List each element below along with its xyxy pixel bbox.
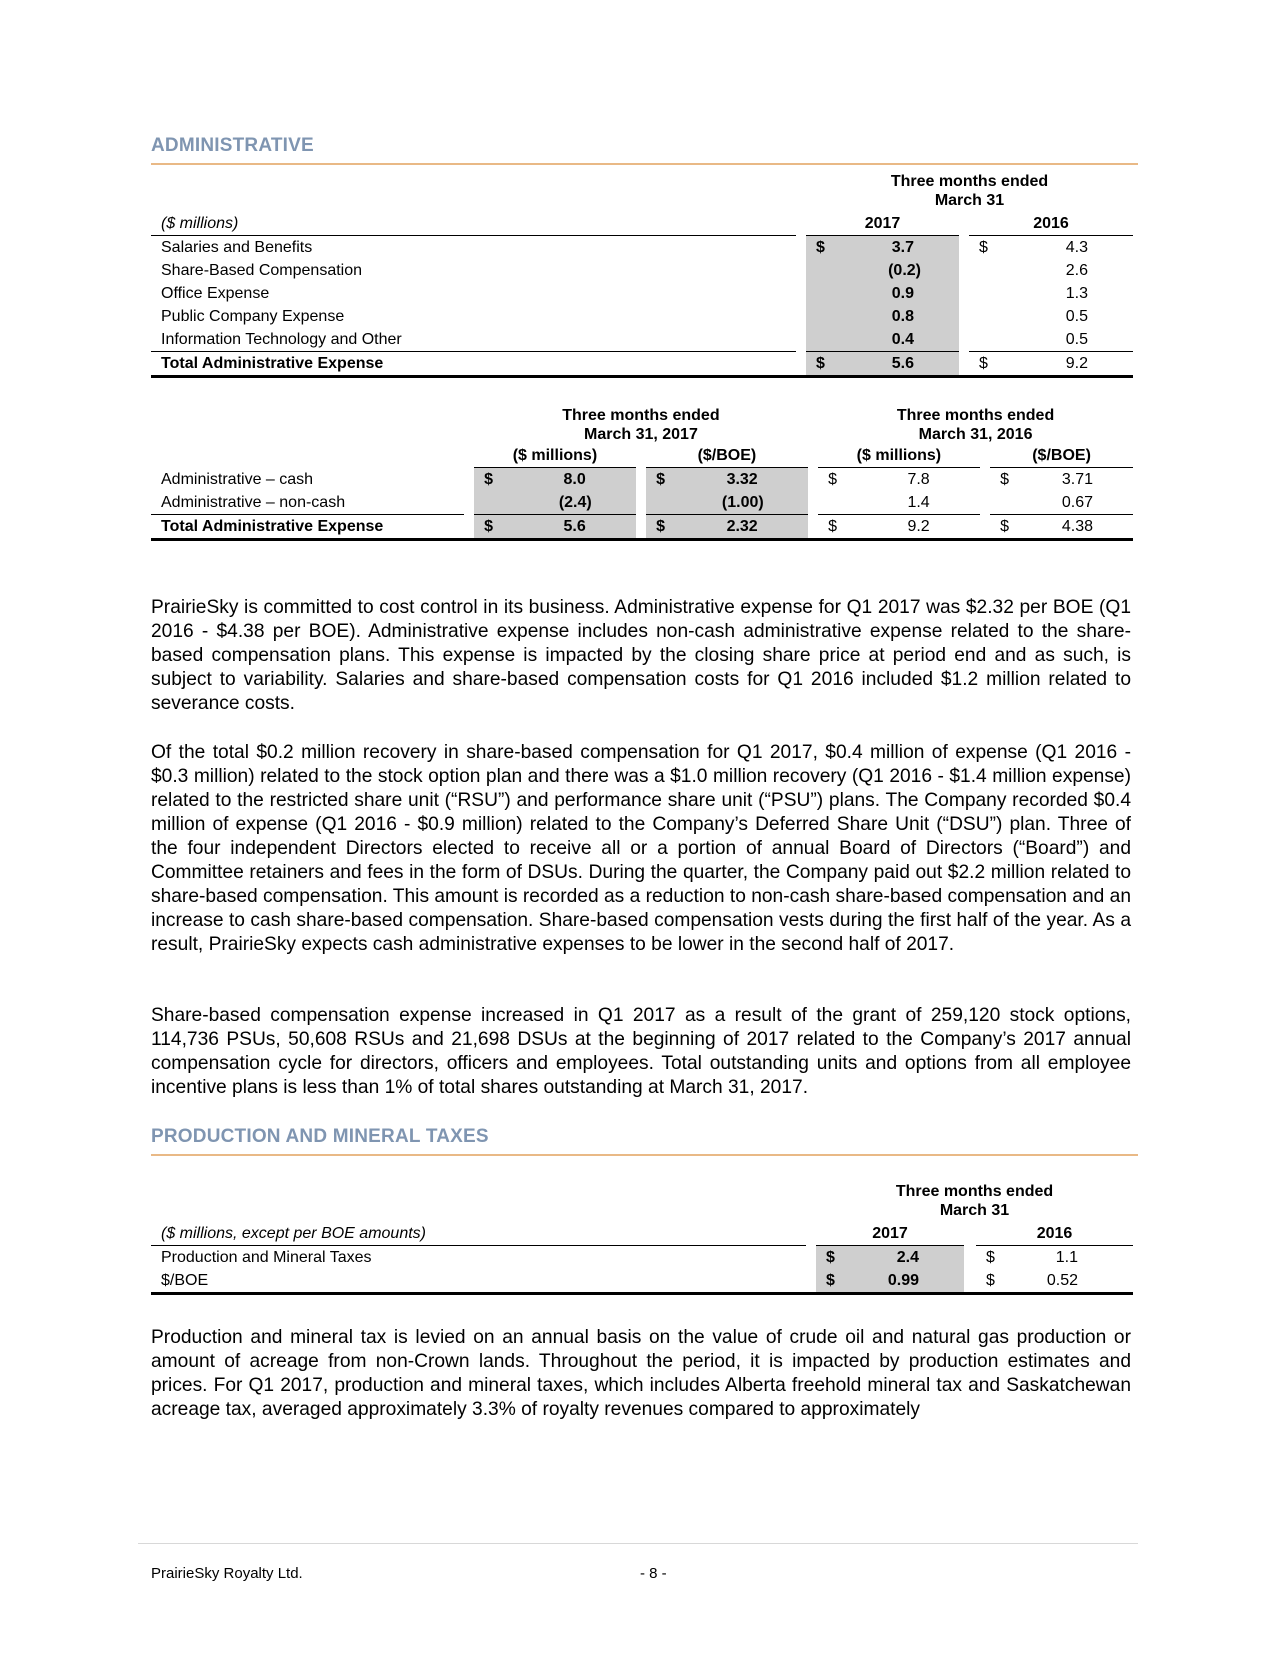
section-title-administrative: ADMINISTRATIVE xyxy=(151,135,1138,165)
total-row: Total Administrative Expense $ 5.6 $ 2.32 $ 9.2 $ 4.38 xyxy=(151,515,1133,540)
column-header-2016: 2016 xyxy=(969,212,1133,236)
administrative-expense-table xyxy=(151,172,1133,378)
page-number: - 8 - xyxy=(640,1565,667,1582)
table-row: Share-Based Compensation (0.2) 2.6 xyxy=(151,259,1133,282)
table-row: Production and Mineral Taxes $ 2.4 $ 1.1 xyxy=(151,1246,1133,1270)
column-header-2016: 2016 xyxy=(976,1222,1133,1246)
period-header-line1: Three months ended xyxy=(890,173,1049,190)
period-2017-header-line2: March 31, 2017 xyxy=(584,426,698,443)
period-header-line2: March 31 xyxy=(939,1202,1010,1219)
paragraph: PrairieSky is committed to cost control in its business. Administrative expense for Q1 2017 was $2.32 per BOE (Q1 2016 - $4.38 per BOE). Administrative expense includes non-cash administrative expense related to the share-based compensation plans. This expense is impacted by the closing share price at period end and as such, is subject to variability. Salaries and share-based compensation costs for Q1 2016 included $1.2 million related to severance costs. xyxy=(151,597,1131,714)
table-row: Information Technology and Other 0.4 0.5 xyxy=(151,328,1133,352)
table-row: Office Expense 0.9 1.3 xyxy=(151,282,1133,305)
paragraph: Production and mineral tax is levied on an annual basis on the value of crude oil and natural gas production or amount of acreage from non-Crown lands. Throughout the period, it is impacted by production estimates and prices. For Q1 2017, production and mineral taxes, which includes Alberta freehold mineral tax and Saskatchewan acreage tax, averaged approximately 3.3% of royalty revenues compared to approximately xyxy=(151,1327,1131,1420)
column-header-millions-2017: ($ millions) xyxy=(474,444,636,468)
table-row: $/BOE $ 0.99 $ 0.52 xyxy=(151,1269,1133,1294)
paragraph: Of the total $0.2 million recovery in share-based compensation for Q1 2017, $0.4 million of expense (Q1 2016 - $0.3 million) related to the stock option plan and there was a $1.0 million recovery (Q1 2016 - $1.4 million expense) related to the restricted share unit (“RSU”) and performance share unit (“PSU”) plans. The Company recorded $0.4 million of expense (Q1 2016 - $0.9 million) related to the Company’s Deferred Share Unit (“DSU”) plan. Three of the four independent Directors elected to receive all or a portion of annual Board of Directors (“Board”) and Committee retainers and fees in the form of DSUs. During the quarter, the Company paid out $2.2 million related to share-based compensation. This amount is recorded as a reduction to non-cash share-based compensation and an increase to cash share-based compensation. Share-based compensation vests during the first half of the year. As a result, PrairieSky expects cash administrative expenses to be lower in the second half of 2017. xyxy=(151,742,1131,955)
table-row: Salaries and Benefits $ 3.7 $ 4.3 xyxy=(151,236,1133,260)
column-header-boe-2017: ($/BOE) xyxy=(646,444,808,468)
table-row: Administrative – cash $ 8.0 $ 3.32 $ 7.8 $ 3.71 xyxy=(151,468,1133,492)
total-row: Total Administrative Expense $ 5.6 $ 9.2 xyxy=(151,352,1133,377)
column-header-2017: 2017 xyxy=(816,1222,964,1246)
period-2016-header-line2: March 31, 2016 xyxy=(918,426,1033,443)
column-header-millions-2016: ($ millions) xyxy=(818,444,980,468)
period-header-line2: March 31 xyxy=(934,192,1005,209)
section-title-production: PRODUCTION AND MINERAL TAXES xyxy=(151,1126,1138,1156)
column-header-2017: 2017 xyxy=(806,212,959,236)
table-row: Administrative – non-cash (2.4) (1.00) 1.4 0.67 xyxy=(151,491,1133,515)
footer-divider xyxy=(138,1543,1138,1544)
unit-label: ($ millions, except per BOE amounts) xyxy=(151,1222,806,1246)
period-header-line1: Three months ended xyxy=(895,1183,1054,1200)
administrative-cash-noncash-table xyxy=(151,406,1133,541)
column-header-boe-2016: ($/BOE) xyxy=(990,444,1133,468)
paragraph: Share-based compensation expense increased in Q1 2017 as a result of the grant of 259,120 stock options, 114,736 PSUs, 50,608 RSUs and 21,698 DSUs at the beginning of 2017 related to the Company’s 2017 annual compensation cycle for directors, officers and employees. Total outstanding units and options from all employee incentive plans is less than 1% of total shares outstanding at March 31, 2017. xyxy=(151,1005,1131,1098)
table-row: Public Company Expense 0.8 0.5 xyxy=(151,305,1133,328)
unit-label: ($ millions) xyxy=(151,212,796,236)
period-2016-header-line1: Three months ended xyxy=(896,407,1055,424)
footer-company-name: PrairieSky Royalty Ltd. xyxy=(151,1565,303,1582)
period-2017-header-line1: Three months ended xyxy=(562,407,720,424)
production-mineral-taxes-table xyxy=(151,1182,1133,1295)
